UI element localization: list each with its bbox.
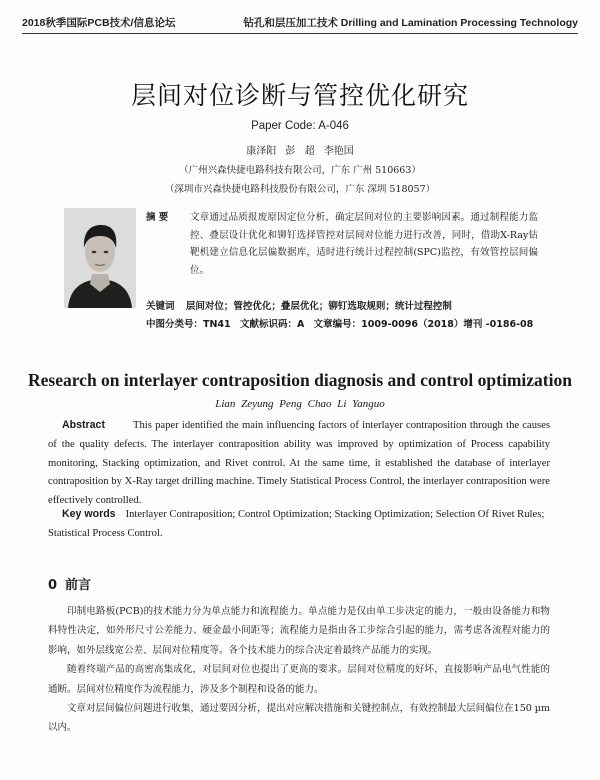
abstract-english — [48, 416, 550, 511]
abstract-cn-text: 文章通过品质报废原因定位分析，确定层间对位的主要影响因素。通过制程能力监控、叠层设计优化和铆钉选择管控对层间对位能力进行改善，同时，借助X-Ray钻靶机建立信息化层偏数据库，适时进行统计过程控制(SPC)监控，有效管控层间偏位。 — [190, 212, 538, 276]
classification-line — [146, 316, 539, 330]
paragraph: 印制电路板(PCB)的技术能力分为单点能力和流程能力。单点能力是仅由单工步决定的能力，一般由设备能力和物料特性决定，如外形尺寸公差能力、硬金最小间距等；流程能力是指由各工步综合引起的能力，需考虑各流程对能力的影响，如外层线宽公差、层间对位精度等。各个技术能力的综合决定着最终产品能力的实现。 — [48, 606, 550, 656]
abstract-en-label: Abstract — [62, 419, 105, 431]
author-photo — [64, 208, 136, 308]
title-english: Research on interlayer contraposition diagnosis and control optimization — [28, 370, 572, 390]
keywords-cn-value: 层间对位；管控优化；叠层优化；铆钉选取规则；统计过程控制 — [185, 301, 452, 312]
authors-chinese: 康泽阳 彭 超 李艳国 — [246, 146, 354, 157]
article-number: 文章编号：1009-0096（2018）增刊 -0186-08 — [313, 319, 534, 330]
affiliation-1: （广州兴森快捷电路科技有限公司，广东 广州 510663） — [179, 165, 421, 176]
clc-number: 中图分类号：TN41 — [146, 319, 231, 330]
section-title: 前言 — [65, 578, 92, 593]
header-forum: 2018秋季国际PCB技术/信息论坛 — [22, 16, 176, 29]
running-header — [22, 12, 578, 32]
document-code: 文献标识码：A — [239, 319, 305, 330]
body-text — [48, 602, 550, 738]
section-number: 0 — [48, 578, 58, 593]
keywords-cn-label: 关键词 — [146, 301, 175, 312]
section-heading — [48, 574, 91, 593]
keywords-en-label: Key words — [62, 508, 116, 520]
title-chinese: 层间对位诊断与管控优化研究 — [130, 81, 469, 110]
affiliation-2: （深圳市兴森快捷电路科技股份有限公司，广东 深圳 518057） — [164, 184, 436, 195]
keywords-chinese — [146, 298, 452, 312]
paragraph: 随着终端产品的高密高集成化，对层间对位也提出了更高的要求。层间对位精度的好坏，直接影响产品电气性能的通断。层间对位精度作为流程能力，涉及多个制程和设备的能力。 — [48, 664, 550, 695]
author-portrait-image — [64, 208, 136, 308]
paragraph: 文章对层间偏位问题进行收集，通过要因分析，提出对应解决措施和关键控制点，有效控制最大层间偏位在150 µm以内。 — [48, 703, 550, 734]
authors-english: Lian Zeyung Peng Chao Li Yanguo — [215, 398, 385, 410]
keywords-english — [48, 505, 550, 544]
abstract-en-text: This paper identified the main influencing factors of interlayer contraposition through the causes of the quality defects. The interlayer contraposition ability was improved by optimization of Process capability monitoring, Stacking optimization, and Rivet control. At the same time, it established the database of interlayer contraposition by X-Ray target drilling machine. Timely Statistical Process Control, the interlayer contraposition were effectively controlled. — [48, 420, 550, 507]
keywords-en-value: Interlayer Contraposition; Control Optimization; Stacking Optimization; Selection Of Rivet Rules; Statistical Process Control. — [48, 509, 545, 539]
header-rule — [22, 33, 578, 34]
abstract-chinese — [146, 209, 538, 279]
paper-code: Paper Code: A-046 — [251, 120, 349, 132]
header-section: 钻孔和层压加工技术 Drilling and Lamination Processing Technology — [243, 16, 578, 29]
abstract-cn-label: 摘 要 — [146, 212, 169, 223]
